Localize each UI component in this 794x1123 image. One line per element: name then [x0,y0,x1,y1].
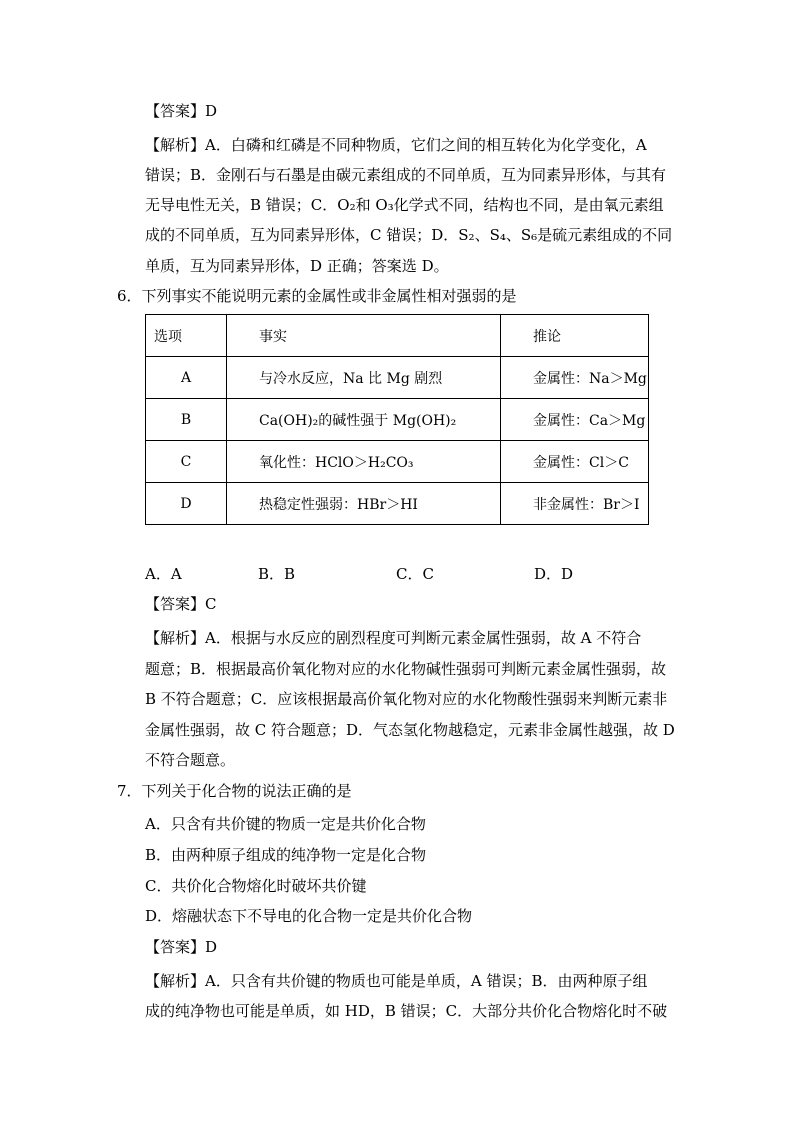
q6-analysis-line-2: 题意；B．根据最高价氧化物对应的水化物碱性强弱可判断元素金属性强弱，故 [145,660,667,678]
option-d: D．D [534,565,574,583]
q6-analysis-line-5: 不符合题意。 [145,751,236,769]
table-cell: 金属性：Ca＞Mg [501,399,649,441]
q6-analysis-line-3: B 不符合题意；C．应该根据最高价氧化物对应的水化物酸性强弱来判断元素非 [145,690,668,708]
table-header-cell: 推论 [501,315,649,357]
facts-table [145,314,649,525]
analysis-tag: 【解析】 [145,972,206,990]
q5-analysis-line-2: 错误；B．金刚石与石墨是由碳元素组成的不同单质，互为同素异形体，与其有 [145,166,667,184]
q7-answer [145,937,217,957]
answer-tag: 【答案】 [145,102,206,120]
answer-value: D [205,102,218,120]
q7-stem: 7．下列关于化合物的说法正确的是 [117,782,352,800]
q7-analysis-line-2: 成的纯净物也可能是单质，如 HD，B 错误；C．大部分共价化合物熔化时不破 [145,1002,668,1020]
answer-value: C [205,595,217,613]
table-cell: D [146,483,227,525]
option-b: B．B [258,565,296,583]
option-c: C．C [396,565,434,583]
table-header-cell: 选项 [146,315,227,357]
q5-answer [145,101,217,121]
table-cell: 热稳定性强弱：HBr＞HI [227,483,501,525]
q5-analysis-line-5: 单质，互为同素异形体，D 正确；答案选 D。 [145,257,449,275]
q7-option-c: C．共价化合物熔化时破坏共价键 [145,877,367,895]
option-a: A．A [145,565,182,583]
table-row [146,483,649,525]
q5-analysis-line-3: 无导电性无关，B 错误；C．O₂和 O₃化学式不同，结构也不同，是由氧元素组 [145,196,664,214]
table-cell: 与冷水反应，Na 比 Mg 剧烈 [227,357,501,399]
q5-analysis-line-1: 【解析】A．白磷和红磷是不同种物质，它们之间的相互转化为化学变化，A [145,136,647,154]
analysis-tag: 【解析】 [145,136,206,154]
analysis-tag: 【解析】 [145,629,206,647]
table-header-cell: 事实 [227,315,501,357]
table-row [146,441,649,483]
answer-tag: 【答案】 [145,595,206,613]
answer-value: D [205,938,218,956]
q6-stem: 6．下列事实不能说明元素的金属性或非金属性相对强弱的是 [117,287,517,305]
q7-option-a: A．只含有共价键的物质一定是共价化合物 [145,815,426,833]
table-row [146,357,649,399]
q7-option-b: B．由两种原子组成的纯净物一定是化合物 [145,846,427,864]
q5-analysis-line-4: 成的不同单质，互为同素异形体，C 错误；D．S₂、S₄、S₆是硫元素组成的不同 [145,226,673,244]
table-cell: 非金属性：Br＞I [501,483,649,525]
q6-answer [145,594,217,614]
table-cell: 金属性：Na＞Mg [501,357,649,399]
answer-tag: 【答案】 [145,938,206,956]
table-cell: 氧化性：HClO＞H₂CO₃ [227,441,501,483]
table-header-row [146,315,649,357]
q7-option-d: D．熔融状态下不导电的化合物一定是共价化合物 [145,907,473,925]
table-cell: A [146,357,227,399]
table-cell: C [146,441,227,483]
q6-analysis-line-4: 金属性强弱，故 C 符合题意；D．气态氢化物越稳定，元素非金属性越强，故 D [145,721,675,739]
table-row [146,399,649,441]
table-cell: B [146,399,227,441]
table-cell: 金属性：Cl＞C [501,441,649,483]
q6-analysis-line-1: 【解析】A．根据与水反应的剧烈程度可判断元素金属性强弱，故 A 不符合 [145,629,642,647]
table-cell: Ca(OH)₂的碱性强于 Mg(OH)₂ [227,399,501,441]
q7-analysis-line-1: 【解析】A．只含有共价键的物质也可能是单质，A 错误；B．由两种原子组 [145,972,648,990]
